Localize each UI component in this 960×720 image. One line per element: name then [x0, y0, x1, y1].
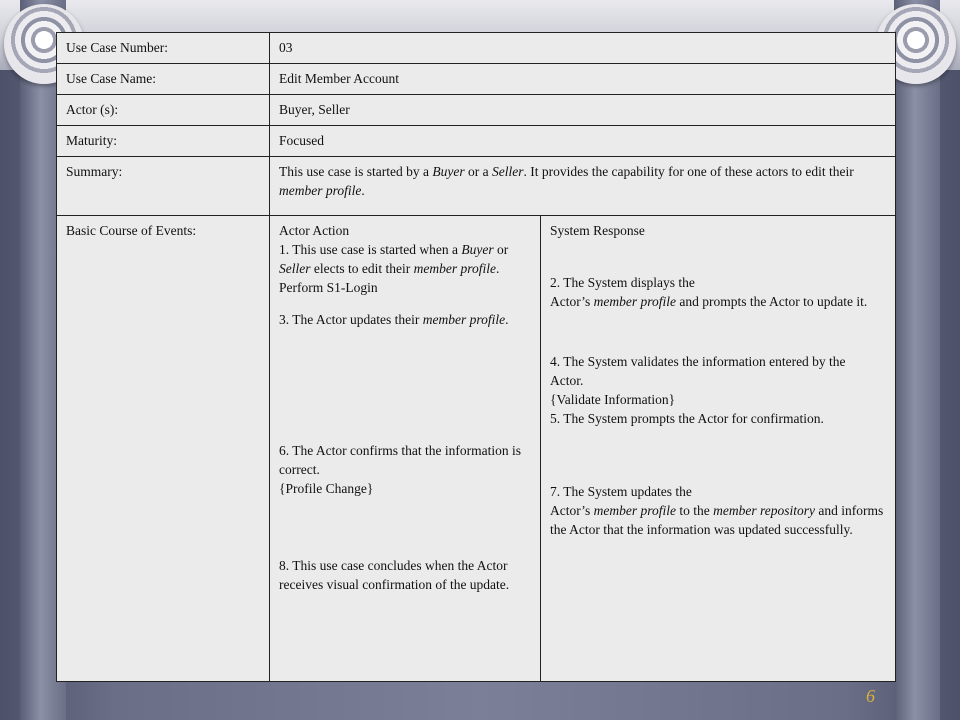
text-span: . [361, 183, 365, 198]
member-profile-term: member profile [593, 503, 676, 519]
summary-text [270, 157, 896, 216]
system-step-4: 4. The System validates the information entered by the [550, 354, 846, 370]
row-value: 03 [270, 33, 896, 64]
system-step-4-line2: Actor. [550, 373, 584, 389]
summary-label: Summary: [57, 157, 270, 216]
text-span: . [495, 261, 500, 277]
text-span: and prompts the Actor to update it. [675, 294, 868, 310]
system-response-cell [541, 216, 896, 682]
text-span: Actor’s [550, 294, 594, 310]
row-label: Use Case Name: [57, 64, 270, 95]
actor-action-header: Actor Action [279, 223, 350, 239]
member-repository-term: member repository [713, 503, 815, 519]
row-label: Maturity: [57, 126, 270, 157]
actor-step-6: 6. The Actor confirms that the information is correct. [279, 443, 521, 478]
events-label: Basic Course of Events: [57, 216, 270, 682]
text-span: Actor’s [550, 503, 594, 519]
row-label: Actor (s): [57, 95, 270, 126]
events-row [57, 216, 896, 682]
text-span: to the [675, 503, 714, 519]
system-step-4-note: {Validate Information} [550, 392, 676, 408]
actor-action-cell [270, 216, 541, 682]
table-row [57, 126, 896, 157]
actor-step-1-perform: Perform S1-Login [279, 280, 378, 296]
member-profile-term: member profile [422, 312, 506, 328]
text-span: 3. The Actor updates their [279, 312, 423, 328]
system-step-2 [550, 292, 886, 311]
table-row [57, 33, 896, 64]
row-value: Focused [270, 126, 896, 157]
text-span: . It provides the capability for one of these actors to edit their [523, 164, 854, 179]
use-case-table [56, 32, 896, 682]
system-step-7-line1: 7. The System updates the [550, 484, 692, 500]
row-value: Buyer, Seller [270, 95, 896, 126]
member-profile-term: member profile [279, 183, 362, 198]
actor-step-3 [279, 310, 531, 329]
row-value: Edit Member Account [270, 64, 896, 95]
actor-step-8: 8. This use case concludes when the Actor receives visual confirmation of the update. [279, 558, 510, 593]
text-span: . [505, 312, 509, 328]
buyer-term: Buyer [432, 164, 465, 179]
buyer-term: Buyer [461, 242, 494, 258]
table-row [57, 64, 896, 95]
member-profile-term: member profile [413, 261, 496, 277]
right-column-decoration [894, 0, 940, 720]
actor-step-1 [279, 240, 531, 278]
table-row [57, 95, 896, 126]
text-span: This use case is started by a [279, 164, 433, 179]
text-span: or [493, 242, 509, 258]
system-step-2-line1: 2. The System displays the [550, 275, 695, 291]
seller-term: Seller [279, 261, 311, 277]
system-step-5: 5. The System prompts the Actor for confirmation. [550, 411, 824, 427]
seller-term: Seller [491, 164, 524, 179]
text-span: or a [464, 164, 492, 179]
page-number: 6 [866, 686, 875, 706]
text-span: 1. This use case is started when a [279, 242, 462, 258]
member-profile-term: member profile [593, 294, 676, 310]
summary-row [57, 157, 896, 216]
system-response-header: System Response [550, 223, 645, 239]
row-label: Use Case Number: [57, 33, 270, 64]
text-span: elects to edit their [310, 261, 414, 277]
system-step-7 [550, 501, 886, 539]
actor-step-6-note: {Profile Change} [279, 481, 374, 497]
text-span: and informs the Actor that the information was updated successfully. [550, 503, 884, 538]
